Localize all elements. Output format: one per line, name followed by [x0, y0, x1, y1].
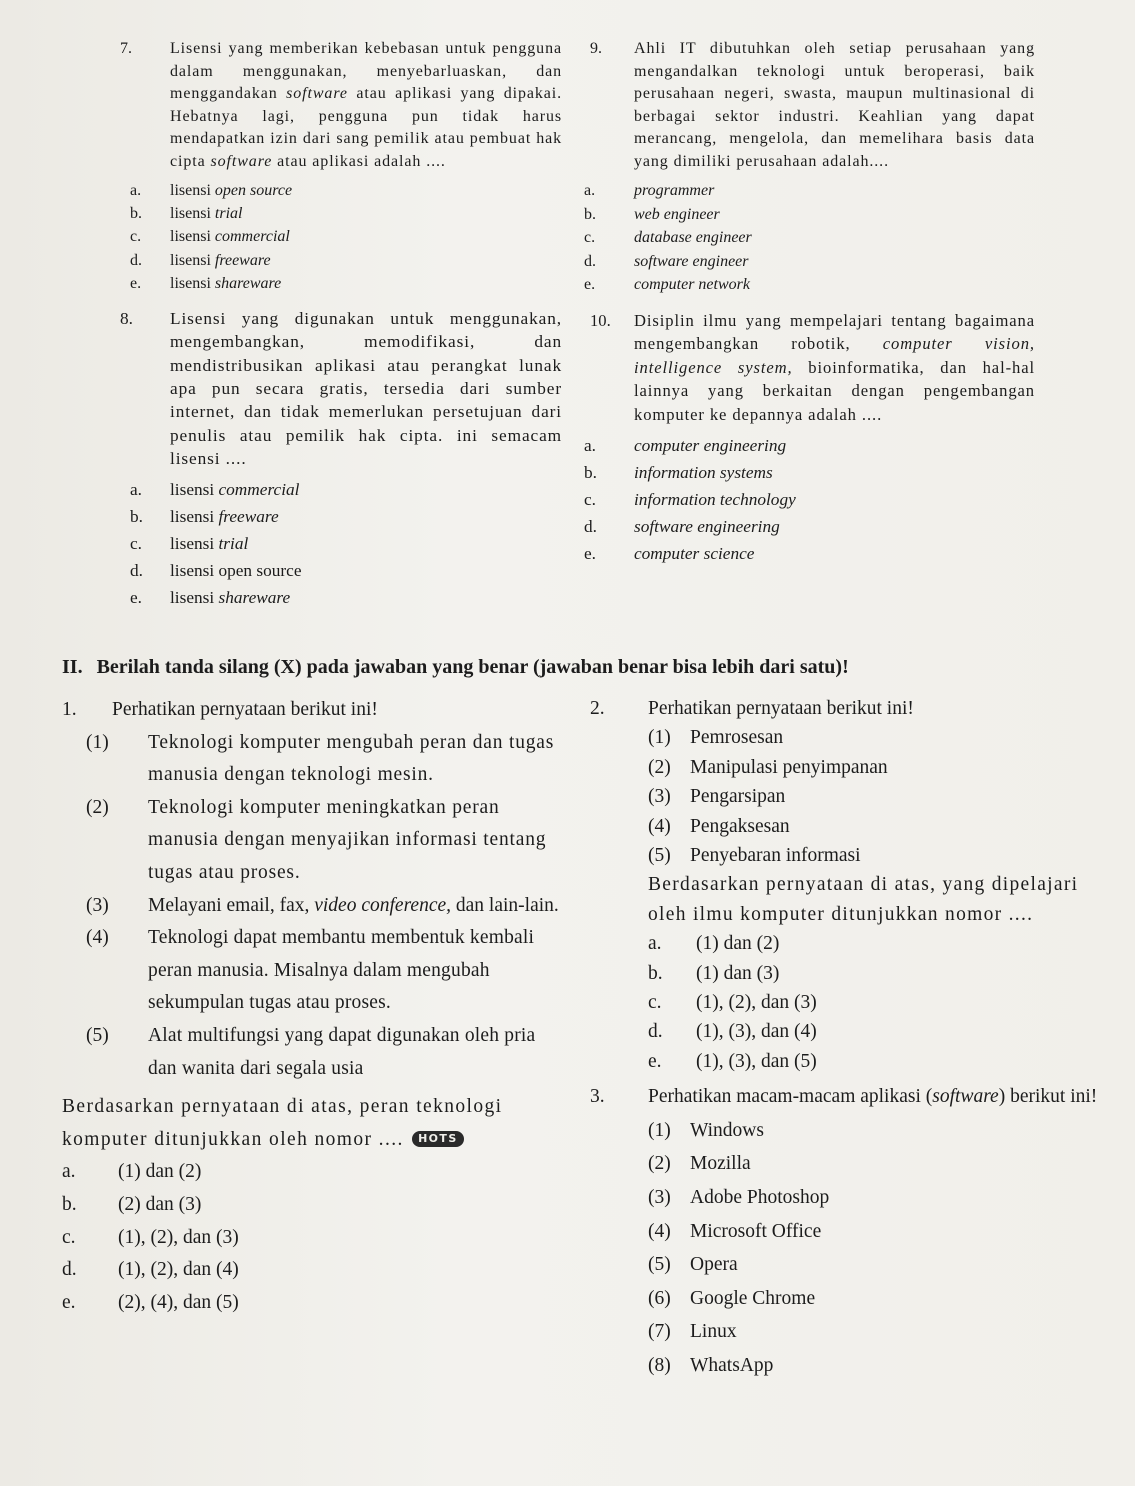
- option-d[interactable]: d. software engineering: [584, 517, 780, 537]
- hots-badge: HOTS: [412, 1131, 464, 1147]
- answer-options: [130, 179, 562, 295]
- left-column-top: [120, 38, 562, 611]
- option-e[interactable]: e. computer science: [584, 544, 755, 564]
- option-c[interactable]: c. lisensi commercial: [130, 228, 290, 246]
- question-10: [584, 309, 1035, 568]
- question-stem: Lisensi yang digunakan untuk menggunakan, mengembangkan, memodifikasi, dan mendistribusikan aplikasi atau perangkat lunak apa pun secara gratis, tersedia dari sumber internet, dan tidak memerlukan persetujuan dari penulis atau pemilik hak cipta. ini semacam lisensi ....: [170, 309, 562, 468]
- question-stem: Disiplin ilmu yang mempelajari tentang bagaimana mengembangkan robotik, computer vision, intelligence system, bioinformatika, dan hal-hal lainnya yang berkaitan dengan pengembangan komputer ke depannya adalah ....: [634, 310, 1035, 424]
- option-d[interactable]: d. lisensi freeware: [130, 251, 271, 269]
- question-9: [584, 38, 1035, 297]
- question-intro: 1. Perhatikan pernyataan berikut ini!: [62, 699, 378, 720]
- list-item: (4) Microsoft Office: [648, 1220, 822, 1242]
- section-heading: II. Berilah tanda silang (X) pada jawaban yang benar (jawaban benar bisa lebih dari satu)!: [62, 656, 849, 678]
- option-c[interactable]: c. database engineer: [584, 229, 752, 247]
- question-stem: Lisensi yang memberikan kebebasan untuk pengguna dalam menggunakan, menyebarluaskan, dan menggandakan software atau aplikasi yang dipakai. Hebatnya lagi, pengguna pun tidak harus mendapatkan izin dari sang pemilik atau pembuat hak cipta software atau aplikasi adalah ....: [170, 40, 562, 170]
- list-item: (1) Windows: [648, 1119, 764, 1141]
- question-intro: 3. Perhatikan macam-macam aplikasi (software) berikut ini!: [590, 1086, 1098, 1108]
- answer-options: [584, 432, 1035, 567]
- list-item: (3) Pengarsipan: [648, 786, 786, 808]
- part2-question-3: [590, 1080, 1105, 1382]
- option-a[interactable]: a. lisensi commercial: [130, 480, 300, 500]
- statement-4: (4) Teknologi dapat membantu membentuk kembali peran manusia. Misalnya dalam mengubah sekumpulan tugas atau proses.: [86, 927, 535, 1014]
- list-item: (3) Adobe Photoshop: [648, 1187, 830, 1209]
- option-b[interactable]: b. lisensi freeware: [130, 507, 279, 527]
- option-d[interactable]: d. (1), (3), dan (4): [648, 1021, 817, 1043]
- option-b[interactable]: b. (1) dan (3): [648, 962, 780, 984]
- list-item: (2) Mozilla: [648, 1153, 751, 1175]
- option-c[interactable]: c. lisensi trial: [130, 534, 249, 554]
- statement-1: (1) Teknologi komputer mengubah peran dan tugas manusia dengan teknologi mesin.: [86, 731, 555, 786]
- option-e[interactable]: e. lisensi shareware: [130, 588, 291, 608]
- option-a[interactable]: a. lisensi open source: [130, 182, 293, 199]
- answer-options: [584, 179, 1035, 297]
- question-prompt: Berdasarkan pernyataan di atas, yang dipelajari oleh ilmu komputer ditunjukkan nomor ....: [648, 874, 1079, 925]
- list-item: (4) Pengaksesan: [648, 815, 790, 837]
- option-c[interactable]: c. (1), (2), dan (3): [62, 1226, 239, 1248]
- statement-3: (3) Melayani email, fax, video conference, dan lain-lain.: [86, 894, 559, 916]
- list-item: (6) Google Chrome: [648, 1287, 816, 1309]
- option-e[interactable]: e. lisensi shareware: [130, 274, 282, 292]
- answer-options: [62, 1156, 562, 1319]
- question-number: 10.: [590, 310, 611, 330]
- option-d[interactable]: d. lisensi open source: [130, 561, 302, 581]
- option-b[interactable]: b. web engineer: [584, 205, 720, 223]
- statement-2: (2) Teknologi komputer meningkatkan peran manusia dengan menyajikan informasi tentang tugas atau proses.: [86, 796, 547, 883]
- part2-question-1: [62, 694, 562, 1319]
- list-item: (7) Linux: [648, 1321, 737, 1343]
- list-item: (5) Opera: [648, 1254, 738, 1276]
- option-a[interactable]: a. (1) dan (2): [648, 933, 780, 955]
- question-number: 7.: [120, 40, 132, 57]
- list-item: (8) WhatsApp: [648, 1355, 774, 1377]
- option-e[interactable]: e. computer network: [584, 276, 750, 294]
- list-item: (2) Manipulasi penyimpanan: [648, 756, 888, 778]
- part2-question-2: [590, 694, 1105, 1076]
- option-d[interactable]: d. (1), (2), dan (4): [62, 1259, 239, 1281]
- option-b[interactable]: b. (2) dan (3): [62, 1193, 202, 1215]
- item-list: [590, 723, 1105, 870]
- option-b[interactable]: b. lisensi trial: [130, 205, 243, 223]
- option-c[interactable]: c. (1), (2), dan (3): [648, 992, 817, 1014]
- option-b[interactable]: b. information systems: [584, 463, 773, 483]
- option-a[interactable]: a. programmer: [584, 182, 715, 199]
- statement-5: (5) Alat multifungsi yang dapat digunakan oleh pria dan wanita dari segala usia: [86, 1024, 536, 1079]
- item-list: [590, 1114, 1105, 1383]
- question-stem: Ahli IT dibutuhkan oleh setiap perusahaan yang mengandalkan teknologi untuk beroperasi, baik perusahaan negeri, swasta, maupun multinasional di berbagai sektor industri. Keahlian yang dapat merancang, mengelola, dan memelihara basis data yang dimiliki perusahaan adalah....: [634, 40, 1035, 170]
- question-prompt: Berdasarkan pernyataan di atas, peran teknologi komputer ditunjukkan oleh nomor .... HOTS: [62, 1096, 503, 1150]
- option-d[interactable]: d. software engineer: [584, 252, 749, 270]
- answer-options: [590, 929, 1105, 1076]
- option-a[interactable]: a. computer engineering: [584, 436, 787, 456]
- option-e[interactable]: e. (2), (4), dan (5): [62, 1291, 239, 1313]
- question-7: [120, 38, 562, 295]
- option-e[interactable]: e. (1), (3), dan (5): [648, 1050, 817, 1072]
- part2-right-column: [590, 694, 1105, 1383]
- question-intro: 2. Perhatikan pernyataan berikut ini!: [590, 698, 914, 719]
- option-c[interactable]: c. information technology: [584, 490, 796, 510]
- list-item: (5) Penyebaran informasi: [648, 845, 861, 867]
- answer-options: [130, 476, 562, 611]
- question-8: [120, 307, 562, 611]
- option-a[interactable]: a. (1) dan (2): [62, 1161, 202, 1183]
- list-item: (1) Pemrosesan: [648, 727, 784, 749]
- question-number: 9.: [590, 40, 602, 57]
- right-column-top: [584, 38, 1035, 567]
- question-number: 8.: [120, 309, 133, 329]
